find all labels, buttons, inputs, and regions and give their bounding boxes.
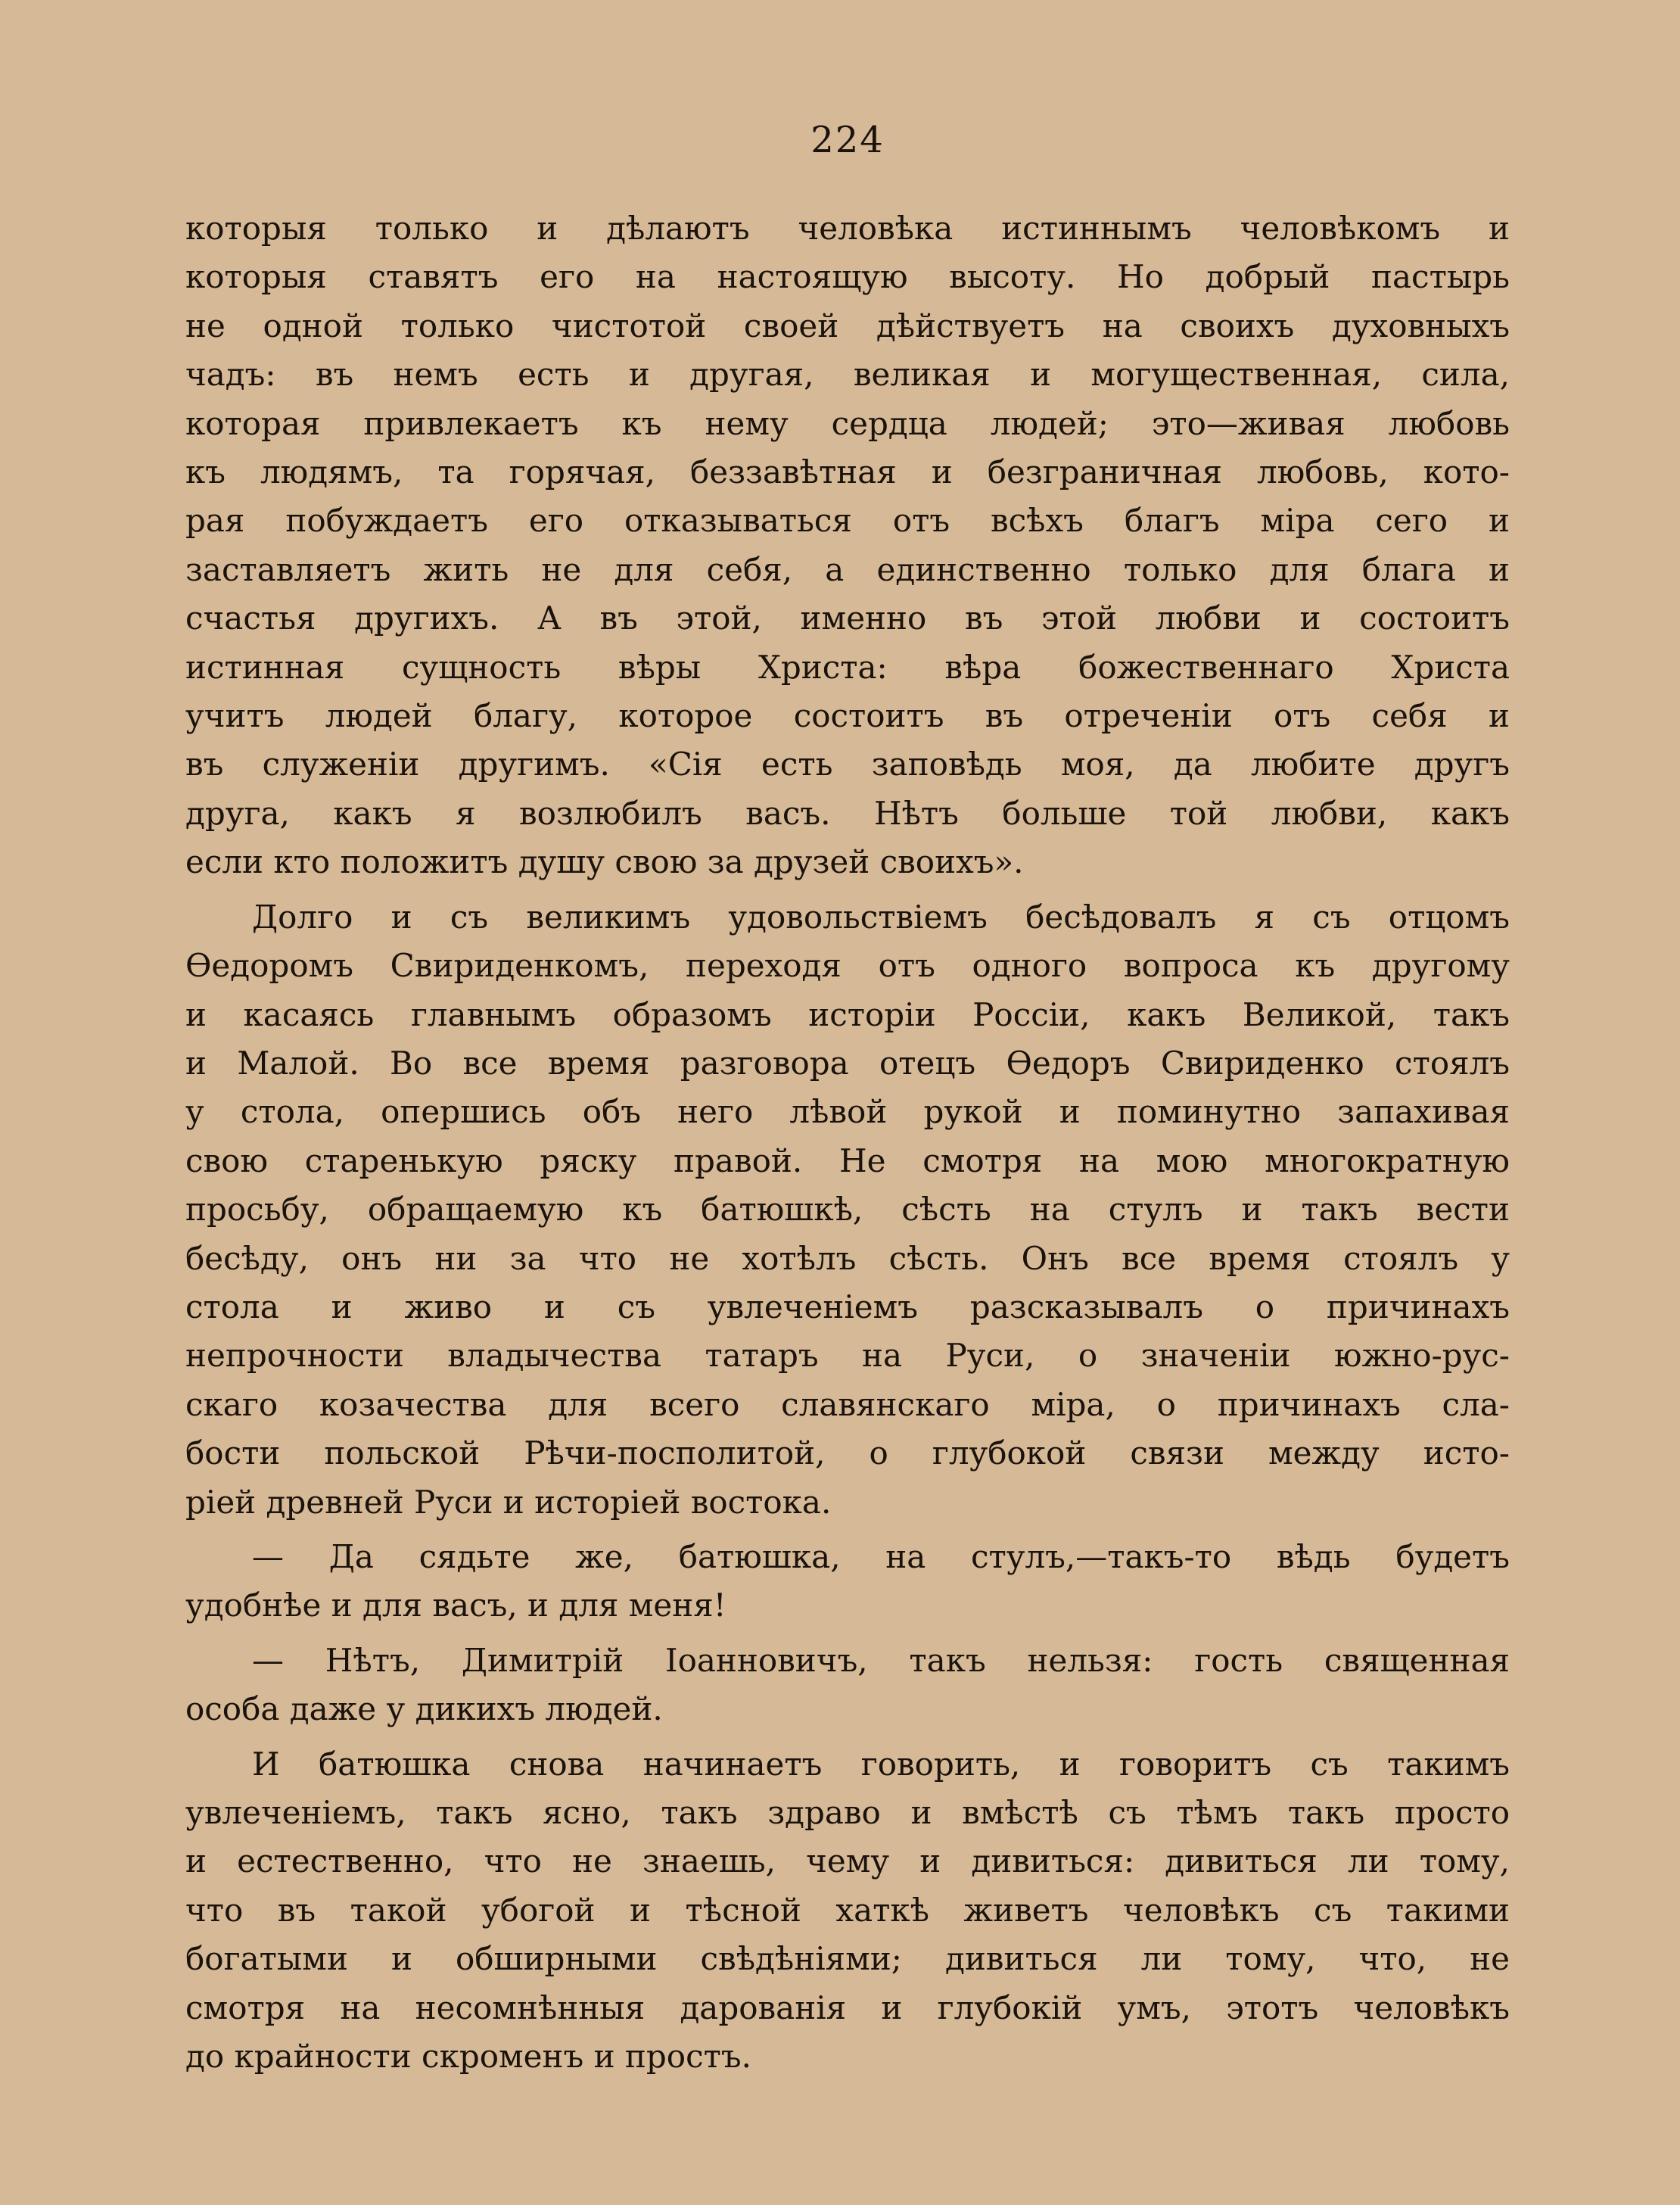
text-line: И батюшка снова начинаетъ говорить, и говоритъ съ такимъ (252, 1745, 1510, 1783)
text-line: если кто положитъ душу свою за друзей своихъ». (185, 843, 1024, 881)
text-line: стола и живо и съ увлеченіемъ разсказывалъ о причинахъ (185, 1288, 1510, 1325)
text-line: бости польской Рѣчи-посполитой, о глубокой связи между исто- (185, 1434, 1510, 1472)
text-line: непрочности владычества татаръ на Руси, о значеніи южно-рус- (185, 1337, 1510, 1375)
text-line: ріей древней Руси и исторіей востока. (185, 1483, 832, 1521)
text-line: — Да сядьте же, батюшка, на стулъ,—такъ-то вѣдь будетъ (252, 1537, 1510, 1575)
paragraph-5 (185, 1740, 1510, 2082)
text-line: богатыми и обширными свѣдѣніями; дивиться ли тому, что, не (185, 1940, 1510, 1978)
text-line: особа даже у дикихъ людей. (185, 1690, 663, 1728)
text-line: которая привлекаетъ къ нему сердца людей; это—живая любовь (185, 404, 1510, 442)
text-line: истинная сущность вѣры Христа: вѣра божественнаго Христа (185, 648, 1510, 686)
text-line: у стола, опершись объ него лѣвой рукой и поминутно запахивая (185, 1093, 1510, 1131)
paragraph-1 (185, 204, 1510, 887)
text-line: счастья другихъ. А въ этой, именно въ этой любви и состоитъ (185, 600, 1510, 637)
text-line: рая побуждаетъ его отказываться отъ всѣхъ благъ міра сего и (185, 502, 1510, 540)
text-line: заставляетъ жить не для себя, а единственно только для блага и (185, 550, 1510, 588)
text-line: — Нѣтъ, Димитрій Іоанновичъ, такъ нельзя: гость священная (252, 1641, 1510, 1679)
text-line: удобнѣе и для васъ, и для меня! (185, 1587, 726, 1624)
page-number: 224 (810, 119, 885, 161)
paragraph-4 (185, 1637, 1510, 1734)
text-line: которыя ставятъ его на настоящую высоту. Но добрый пастырь (185, 258, 1510, 296)
text-line: бесѣду, онъ ни за что не хотѣлъ сѣсть. Онъ все время стоялъ у (185, 1239, 1510, 1277)
text-line: Долго и съ великимъ удовольствіемъ бесѣдовалъ я съ отцомъ (252, 898, 1510, 936)
text-line: учитъ людей благу, которое состоитъ въ отреченіи отъ себя и (185, 697, 1510, 735)
text-line: чадъ: въ немъ есть и другая, великая и могущественная, сила, (185, 356, 1510, 394)
paragraph-2 (185, 893, 1510, 1527)
text-line: скаго козачества для всего славянскаго міра, о причинахъ сла- (185, 1385, 1510, 1423)
text-body (185, 204, 1510, 2081)
text-line: и Малой. Во все время разговора отецъ Ѳедоръ Свириденко стоялъ (185, 1044, 1510, 1082)
text-line: увлеченіемъ, такъ ясно, такъ здраво и вмѣстѣ съ тѣмъ такъ просто (185, 1794, 1510, 1831)
text-line: въ служеніи другимъ. «Сія есть заповѣдь моя, да любите другъ (185, 746, 1510, 783)
text-line: къ людямъ, та горячая, беззавѣтная и безграничная любовь, кото- (185, 453, 1510, 491)
text-line: Ѳедоромъ Свириденкомъ, переходя отъ одного вопроса къ другому (185, 947, 1510, 985)
text-line: и касаясь главнымъ образомъ исторіи Россіи, какъ Великой, такъ (185, 995, 1510, 1033)
paragraph-3 (185, 1533, 1510, 1630)
text-line: просьбу, обращаемую къ батюшкѣ, сѣсть на стулъ и такъ вести (185, 1191, 1510, 1229)
text-line: свою старенькую ряску правой. Не смотря на мою многократную (185, 1141, 1510, 1179)
text-line: друга, какъ я возлюбилъ васъ. Нѣтъ больше той любви, какъ (185, 794, 1510, 832)
text-line: не одной только чистотой своей дѣйствуетъ на своихъ духовныхъ (185, 307, 1510, 344)
text-line: смотря на несомнѣнныя дарованія и глубокій умъ, этотъ человѣкъ (185, 1989, 1510, 2026)
text-line: и естественно, что не знаешь, чему и дивиться: дивиться ли тому, (185, 1842, 1510, 1880)
text-line: которыя только и дѣлаютъ человѣка истиннымъ человѣкомъ и (185, 210, 1510, 247)
text-line: до крайности скроменъ и простъ. (185, 2038, 751, 2076)
text-line: что въ такой убогой и тѣсной хаткѣ живетъ человѣкъ съ такими (185, 1891, 1510, 1929)
